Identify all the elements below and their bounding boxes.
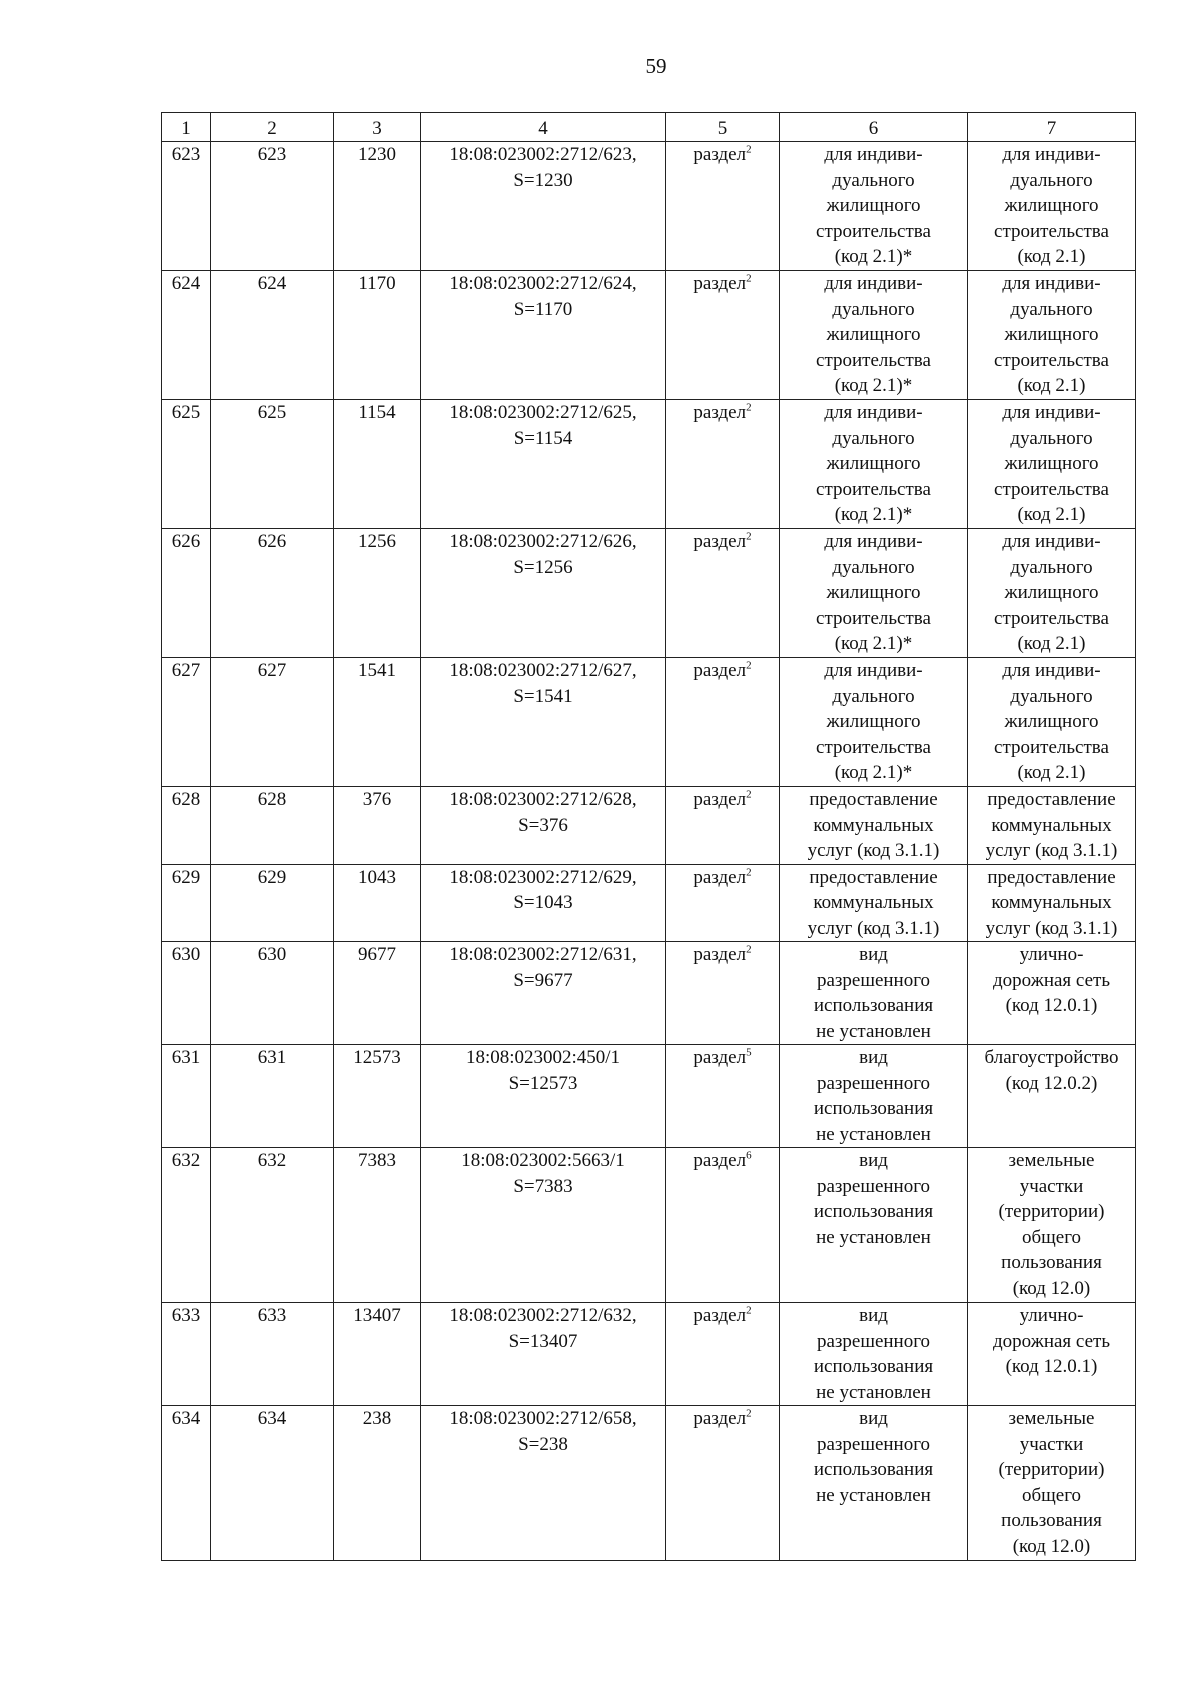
use-text-line: использования <box>813 995 934 1016</box>
use-text-line: дуального <box>832 298 915 320</box>
use-text-line: участки <box>1019 1433 1084 1455</box>
table-row <box>162 1406 1136 1561</box>
use-text-line: для индиви- <box>1002 144 1101 165</box>
plot-number-cell: 633 <box>211 1303 334 1406</box>
plot-area: S=12573 <box>508 1072 578 1094</box>
table-row <box>162 1045 1136 1148</box>
use-text-line: услуг (код 3.1.1) <box>807 840 940 861</box>
section-footnote-ref: 2 <box>746 866 752 879</box>
cadastral-number: 18:08:023002:2712/627, <box>449 660 637 681</box>
use-text-line: улично- <box>1019 944 1084 965</box>
use-text-line: коммунальных <box>991 892 1112 913</box>
current-use-cell <box>780 942 968 1045</box>
use-text-line: участки <box>1019 1175 1084 1197</box>
area-cell: 1170 <box>334 271 421 400</box>
use-text-line: услуг (код 3.1.1) <box>807 917 940 939</box>
cadastral-number: 18:08:023002:450/1 <box>465 1047 621 1068</box>
use-text-line: строительства <box>816 220 931 242</box>
section-footnote-ref: 2 <box>746 1304 752 1317</box>
column-header: 3 <box>334 113 421 142</box>
plot-number-cell: 623 <box>211 142 334 271</box>
area-cell: 238 <box>334 1406 421 1561</box>
use-text-line: (код 12.0) <box>1012 1535 1091 1557</box>
section-footnote-ref: 2 <box>746 143 752 156</box>
use-text-line: (код 2.1) <box>1017 762 1086 783</box>
planned-use-cell <box>968 271 1136 400</box>
planned-use-cell <box>968 1303 1136 1406</box>
use-text-line: дорожная сеть <box>993 1330 1110 1352</box>
use-text-line: коммунальных <box>991 814 1112 836</box>
area-cell: 7383 <box>334 1148 421 1303</box>
use-text-line: дуального <box>832 427 915 449</box>
use-text-line: не установлен <box>816 1123 931 1145</box>
current-use-cell <box>780 142 968 271</box>
section-label: раздел <box>693 1408 747 1429</box>
current-use-cell <box>780 271 968 400</box>
use-text-line: жилищного <box>826 582 921 603</box>
section-label: раздел <box>693 789 747 810</box>
use-text-line: жилищного <box>826 453 921 474</box>
plot-area: S=238 <box>518 1433 568 1455</box>
use-text-line: (код 12.0.1) <box>1005 995 1098 1016</box>
section-footnote-ref: 6 <box>746 1149 752 1162</box>
use-text-line: жилищного <box>1004 324 1099 345</box>
cadastral-number: 18:08:023002:5663/1 <box>461 1150 625 1171</box>
current-use-cell <box>780 864 968 942</box>
section-footnote-ref: 2 <box>746 788 752 801</box>
planned-use-cell <box>968 142 1136 271</box>
use-text-line: земельные <box>1008 1408 1095 1429</box>
plot-number-cell: 625 <box>211 400 334 529</box>
use-text-line: (код 2.1) <box>1017 504 1086 525</box>
section-label: раздел <box>693 531 747 552</box>
plot-area: S=1256 <box>513 556 573 578</box>
table-row <box>162 658 1136 787</box>
section-cell <box>666 864 780 942</box>
table-row <box>162 142 1136 271</box>
section-footnote-ref: 2 <box>746 943 752 956</box>
plot-number-cell: 631 <box>211 1045 334 1148</box>
use-text-line: общего <box>1021 1484 1082 1506</box>
section-footnote-ref: 2 <box>746 530 752 543</box>
cadastral-cell <box>421 1303 666 1406</box>
plot-area: S=13407 <box>508 1330 578 1352</box>
use-text-line: дуального <box>1010 556 1093 578</box>
cadastral-cell <box>421 1406 666 1561</box>
use-text-line: благоустройство <box>984 1047 1119 1068</box>
row-number-cell: 629 <box>162 864 211 942</box>
column-header: 6 <box>780 113 968 142</box>
section-footnote-ref: 2 <box>746 659 752 672</box>
use-text-line: не установлен <box>816 1381 931 1403</box>
plot-area: S=1541 <box>513 685 573 707</box>
use-text-line: для индиви- <box>824 531 923 552</box>
use-text-line: (код 2.1)* <box>834 762 913 783</box>
use-text-line: для индиви- <box>824 402 923 423</box>
use-text-line: (код 12.0.2) <box>1005 1072 1098 1094</box>
plot-area: S=9677 <box>513 969 573 991</box>
area-cell: 1541 <box>334 658 421 787</box>
plot-area: S=1043 <box>513 892 573 913</box>
use-text-line: услуг (код 3.1.1) <box>985 840 1118 861</box>
plot-number-cell: 624 <box>211 271 334 400</box>
use-text-line: не установлен <box>816 1484 931 1506</box>
column-header: 2 <box>211 113 334 142</box>
area-cell: 13407 <box>334 1303 421 1406</box>
use-text-line: вид <box>859 1408 888 1429</box>
planned-use-cell <box>968 787 1136 865</box>
table-row <box>162 271 1136 400</box>
row-number-cell: 633 <box>162 1303 211 1406</box>
area-cell: 9677 <box>334 942 421 1045</box>
use-text-line: для индиви- <box>824 144 923 165</box>
row-number-cell: 631 <box>162 1045 211 1148</box>
cadastral-number: 18:08:023002:2712/629, <box>449 866 637 888</box>
section-cell <box>666 1148 780 1303</box>
plot-area: S=1170 <box>513 298 573 320</box>
use-text-line: не установлен <box>816 1226 931 1248</box>
section-label: раздел <box>693 944 747 965</box>
plot-number-cell: 629 <box>211 864 334 942</box>
table-row <box>162 942 1136 1045</box>
use-text-line: для индиви- <box>824 273 923 294</box>
planned-use-cell <box>968 864 1136 942</box>
use-text-line: предоставление <box>987 866 1116 888</box>
table-header-row <box>162 113 1136 142</box>
use-text-line: (код 2.1)* <box>834 504 913 525</box>
row-number-cell: 630 <box>162 942 211 1045</box>
use-text-line: строительства <box>816 607 931 629</box>
use-text-line: (территории) <box>998 1459 1105 1480</box>
use-text-line: строительства <box>816 736 931 758</box>
use-text-line: разрешенного <box>816 1175 931 1197</box>
use-text-line: коммунальных <box>813 814 934 836</box>
plot-number-cell: 630 <box>211 942 334 1045</box>
cadastral-cell <box>421 658 666 787</box>
current-use-cell <box>780 787 968 865</box>
cadastral-number: 18:08:023002:2712/632, <box>449 1305 637 1326</box>
current-use-cell <box>780 529 968 658</box>
use-text-line: для индиви- <box>824 660 923 681</box>
table-row <box>162 529 1136 658</box>
cadastral-cell <box>421 1148 666 1303</box>
use-text-line: жилищного <box>826 324 921 345</box>
use-text-line: разрешенного <box>816 1072 931 1094</box>
table-row <box>162 1148 1136 1303</box>
use-text-line: вид <box>859 944 888 965</box>
use-text-line: жилищного <box>1004 582 1099 603</box>
section-cell <box>666 1303 780 1406</box>
use-text-line: не установлен <box>816 1020 931 1042</box>
use-text-line: коммунальных <box>813 892 934 913</box>
area-cell: 1043 <box>334 864 421 942</box>
cadastral-cell <box>421 942 666 1045</box>
use-text-line: жилищного <box>826 711 921 732</box>
use-text-line: разрешенного <box>816 969 931 991</box>
table-row <box>162 787 1136 865</box>
section-label: раздел <box>693 402 747 423</box>
row-number-cell: 634 <box>162 1406 211 1561</box>
use-text-line: для индиви- <box>1002 660 1101 681</box>
use-text-line: предоставление <box>987 789 1116 810</box>
use-text-line: для индиви- <box>1002 273 1101 294</box>
use-text-line: (код 2.1)* <box>834 633 913 654</box>
plot-number-cell: 627 <box>211 658 334 787</box>
cadastral-number: 18:08:023002:2712/631, <box>449 944 637 965</box>
plot-number-cell: 632 <box>211 1148 334 1303</box>
use-text-line: дорожная сеть <box>993 969 1110 991</box>
use-text-line: предоставление <box>809 789 938 810</box>
current-use-cell <box>780 1406 968 1561</box>
cadastral-cell <box>421 142 666 271</box>
use-text-line: вид <box>859 1150 888 1171</box>
cadastral-cell <box>421 529 666 658</box>
use-text-line: использования <box>813 1459 934 1480</box>
plot-area: S=7383 <box>513 1175 573 1197</box>
cadastral-cell <box>421 864 666 942</box>
section-footnote-ref: 2 <box>746 272 752 285</box>
section-cell <box>666 1406 780 1561</box>
section-cell <box>666 529 780 658</box>
use-text-line: (код 2.1) <box>1017 246 1086 267</box>
section-cell <box>666 942 780 1045</box>
area-cell: 1230 <box>334 142 421 271</box>
section-label: раздел <box>693 1047 747 1068</box>
use-text-line: (код 2.1) <box>1017 633 1086 654</box>
use-text-line: дуального <box>832 685 915 707</box>
use-text-line: услуг (код 3.1.1) <box>985 917 1118 939</box>
section-footnote-ref: 2 <box>746 1407 752 1420</box>
planned-use-cell <box>968 1148 1136 1303</box>
row-number-cell: 623 <box>162 142 211 271</box>
use-text-line: (код 12.0) <box>1012 1277 1091 1299</box>
section-cell <box>666 658 780 787</box>
section-label: раздел <box>693 660 747 681</box>
section-footnote-ref: 5 <box>746 1046 752 1059</box>
use-text-line: общего <box>1021 1226 1082 1248</box>
cadastral-cell <box>421 271 666 400</box>
planned-use-cell <box>968 1406 1136 1561</box>
cadastral-cell <box>421 1045 666 1148</box>
area-cell: 1256 <box>334 529 421 658</box>
table-row <box>162 400 1136 529</box>
cadastral-number: 18:08:023002:2712/658, <box>449 1408 637 1429</box>
use-text-line: строительства <box>994 478 1109 500</box>
current-use-cell <box>780 1303 968 1406</box>
cadastral-number: 18:08:023002:2712/626, <box>449 531 637 552</box>
land-plot-table <box>161 112 1136 1561</box>
use-text-line: (код 12.0.1) <box>1005 1356 1098 1377</box>
use-text-line: дуального <box>1010 427 1093 449</box>
planned-use-cell <box>968 529 1136 658</box>
area-cell: 1154 <box>334 400 421 529</box>
use-text-line: использования <box>813 1098 934 1119</box>
row-number-cell: 624 <box>162 271 211 400</box>
use-text-line: разрешенного <box>816 1433 931 1455</box>
row-number-cell: 632 <box>162 1148 211 1303</box>
planned-use-cell <box>968 1045 1136 1148</box>
use-text-line: строительства <box>994 607 1109 629</box>
cadastral-cell <box>421 787 666 865</box>
section-label: раздел <box>693 1150 747 1171</box>
use-text-line: строительства <box>816 349 931 371</box>
use-text-line: использования <box>813 1356 934 1377</box>
use-text-line: жилищного <box>826 195 921 216</box>
plot-number-cell: 628 <box>211 787 334 865</box>
cadastral-cell <box>421 400 666 529</box>
use-text-line: жилищного <box>1004 711 1099 732</box>
use-text-line: дуального <box>1010 685 1093 707</box>
use-text-line: дуального <box>832 169 915 191</box>
section-label: раздел <box>693 1305 747 1326</box>
section-cell <box>666 142 780 271</box>
use-text-line: для индиви- <box>1002 402 1101 423</box>
section-label: раздел <box>693 273 747 294</box>
use-text-line: строительства <box>994 349 1109 371</box>
column-header: 4 <box>421 113 666 142</box>
use-text-line: использования <box>813 1201 934 1222</box>
area-cell: 12573 <box>334 1045 421 1148</box>
plot-area: S=376 <box>518 814 568 836</box>
cadastral-number: 18:08:023002:2712/623, <box>449 144 637 165</box>
use-text-line: вид <box>859 1047 888 1068</box>
use-text-line: для индиви- <box>1002 531 1101 552</box>
use-text-line: жилищного <box>1004 453 1099 474</box>
use-text-line: разрешенного <box>816 1330 931 1352</box>
plot-number-cell: 626 <box>211 529 334 658</box>
row-number-cell: 625 <box>162 400 211 529</box>
use-text-line: жилищного <box>1004 195 1099 216</box>
section-cell <box>666 400 780 529</box>
section-cell <box>666 271 780 400</box>
use-text-line: пользования <box>1001 1252 1102 1273</box>
page-number: 59 <box>645 54 667 78</box>
use-text-line: (код 2.1)* <box>834 375 913 396</box>
row-number-cell: 628 <box>162 787 211 865</box>
use-text-line: земельные <box>1008 1150 1095 1171</box>
use-text-line: строительства <box>816 478 931 500</box>
cadastral-number: 18:08:023002:2712/624, <box>449 273 637 294</box>
use-text-line: строительства <box>994 220 1109 242</box>
planned-use-cell <box>968 942 1136 1045</box>
section-footnote-ref: 2 <box>746 401 752 414</box>
use-text-line: (территории) <box>998 1201 1105 1222</box>
use-text-line: пользования <box>1001 1510 1102 1531</box>
use-text-line: (код 2.1) <box>1017 375 1086 396</box>
use-text-line: улично- <box>1019 1305 1084 1326</box>
use-text-line: предоставление <box>809 866 938 888</box>
row-number-cell: 627 <box>162 658 211 787</box>
cadastral-number: 18:08:023002:2712/628, <box>449 789 637 810</box>
current-use-cell <box>780 658 968 787</box>
planned-use-cell <box>968 658 1136 787</box>
current-use-cell <box>780 1045 968 1148</box>
column-header: 1 <box>162 113 211 142</box>
planned-use-cell <box>968 400 1136 529</box>
section-label: раздел <box>693 866 747 888</box>
use-text-line: строительства <box>994 736 1109 758</box>
plot-area: S=1230 <box>513 169 573 191</box>
section-cell <box>666 1045 780 1148</box>
current-use-cell <box>780 400 968 529</box>
column-header: 5 <box>666 113 780 142</box>
plot-area: S=1154 <box>513 427 573 449</box>
current-use-cell <box>780 1148 968 1303</box>
use-text-line: вид <box>859 1305 888 1326</box>
section-cell <box>666 787 780 865</box>
use-text-line: дуального <box>1010 169 1093 191</box>
section-label: раздел <box>693 144 747 165</box>
use-text-line: дуального <box>832 556 915 578</box>
area-cell: 376 <box>334 787 421 865</box>
plot-number-cell: 634 <box>211 1406 334 1561</box>
cadastral-number: 18:08:023002:2712/625, <box>449 402 637 423</box>
use-text-line: (код 2.1)* <box>834 246 913 267</box>
use-text-line: дуального <box>1010 298 1093 320</box>
table-row <box>162 864 1136 942</box>
table-row <box>162 1303 1136 1406</box>
column-header: 7 <box>968 113 1136 142</box>
row-number-cell: 626 <box>162 529 211 658</box>
